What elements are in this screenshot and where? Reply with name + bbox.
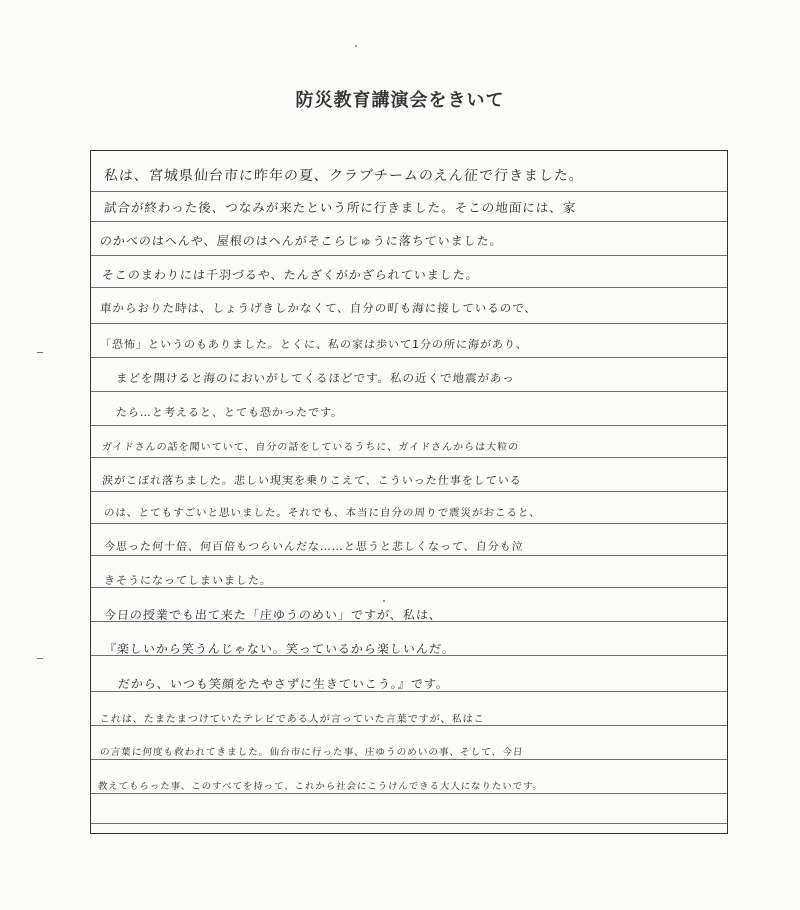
handwritten-line: きそうになってしまいました。 — [103, 574, 273, 587]
handwritten-line: 試合が終わった後、つなみが来たという所に行きました。そこの地面には、家 — [103, 200, 577, 215]
ruled-line — [91, 523, 727, 524]
handwritten-line: これは、たまたまつけていたテレビである人が言っていた言葉ですが、私はこ — [99, 714, 486, 725]
handwritten-line: のは、とてもすごいと思いました。それでも、本当に自分の周りで震災がおこると、 — [103, 507, 542, 519]
scan-speck — [355, 45, 357, 47]
handwritten-line: 『楽しいから笑うんじゃない。笑っているから楽しいんだ。 — [103, 642, 456, 656]
handwritten-line: 今日の授業でも出て来た「庄ゆうのめい」ですが、私は、 — [103, 608, 443, 622]
handwritten-line: のかべのはへんや、屋根のはへんがそこらじゅうに落ちていました。 — [99, 234, 504, 248]
ruled-line — [91, 357, 727, 358]
handwritten-line: の言葉に何度も救われてきました。仙台市に行った事、庄ゆうのめいの事、そして、今日 — [99, 747, 524, 758]
handwritten-line: たら…と考えると、とても恐かったです。 — [115, 406, 344, 419]
handwritten-line: 車からおりた時は、しょうげきしかなくて、自分の町も海に接しているので、 — [99, 301, 538, 315]
ruled-line — [91, 725, 727, 726]
handwritten-line: だから、いつも笑顔をたやさずに生きていこう。』です。 — [117, 677, 450, 691]
ruled-line — [91, 323, 727, 324]
essay-sheet — [90, 150, 728, 834]
scan-speck — [383, 600, 385, 602]
handwritten-line: 涙がこぼれ落ちました。悲しい現実を乗りこえて、こういった仕事をしている — [101, 474, 523, 487]
handwritten-line: 教えてもらった事、このすべてを持って、これから社会にこうけんできる大人になりたいです。 — [97, 781, 544, 792]
ruled-line — [91, 425, 727, 426]
handwritten-line: まどを開けると海のにおいがしてくるほどです。私の近くで地震があっ — [115, 371, 516, 385]
ruled-line — [91, 759, 727, 760]
ruled-line — [91, 823, 727, 824]
handwritten-line: ガイドさんの話を聞いていて、自分の話をしているうちに、ガイドさんからは大粒の — [101, 442, 520, 453]
scan-speck — [37, 352, 43, 353]
ruled-line — [91, 287, 727, 288]
handwritten-line: そこのまわりには千羽づるや、たんざくがかざられていました。 — [101, 268, 480, 282]
ruled-line — [91, 391, 727, 392]
ruled-line — [91, 191, 727, 192]
ruled-line — [91, 221, 727, 222]
handwritten-line: 私は、宮城県仙台市に昨年の夏、クラブチームのえん征で行きました。 — [103, 168, 585, 184]
ruled-line — [91, 491, 727, 492]
ruled-line — [91, 457, 727, 458]
ruled-line — [91, 793, 727, 794]
ruled-line — [91, 255, 727, 256]
handwritten-line: 今思った何十倍、何百倍もつらいんだな……と思うと悲しくなって、自分も泣 — [103, 540, 525, 553]
handwritten-line: 「恐怖」というのもありました。とくに、私の家は歩いて1分の所に海があり、 — [99, 338, 529, 351]
ruled-line — [91, 555, 727, 556]
page-title: 防災教育講演会をきいて — [295, 90, 505, 111]
scan-speck — [37, 658, 43, 659]
